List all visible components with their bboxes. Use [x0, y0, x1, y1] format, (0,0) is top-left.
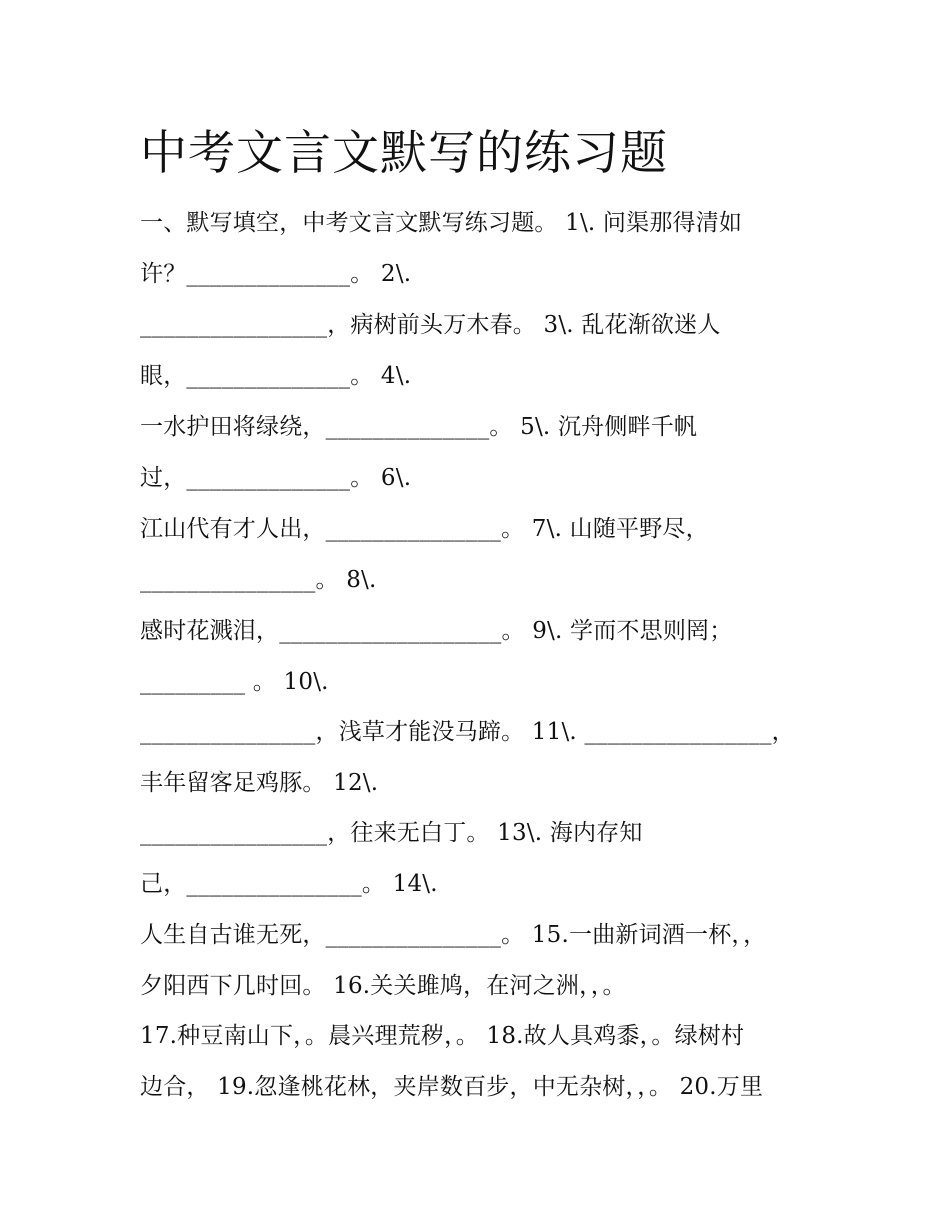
text-line: _________ 。 10\. — [140, 669, 329, 695]
text-line: 过，______________。 6\. — [140, 465, 412, 491]
text-line: 许？______________。 2\. — [140, 261, 412, 287]
text-line: 一水护田将绿绕，______________。 5\. 沉舟侧畔千帆 — [140, 414, 698, 440]
page-title: 中考文言文默写的练习题 — [140, 126, 668, 181]
text-line: 感时花溅泪，___________________。 9\. 学而不思则罔； — [140, 618, 733, 644]
text-line: 丰年留客足鸡豚。 12\. — [140, 770, 379, 796]
text-line: 江山代有才人出，_______________。 7\. 山随平野尽， — [140, 516, 709, 542]
text-line: 人生自古谁无死，_______________。 15.一曲新词酒一杯，， — [140, 922, 767, 948]
text-line: 己，_______________。 14\. — [140, 871, 438, 897]
text-line: 眼，______________。 4\. — [140, 363, 412, 389]
text-line: ________________，往来无白丁。 13\. 海内存知 — [140, 820, 643, 846]
text-line: 17.种豆南山下，。晨兴理荒秽，。 18.故人具鸡黍，。绿树村 — [140, 1023, 745, 1049]
text-line: 边合， 19.忽逢桃花林，夹岸数百步，中无杂树，，。 20.万里 — [140, 1074, 764, 1100]
text-line: 一、默写填空，中考文言文默写练习题。 1\. 问渠那得清如 — [140, 210, 743, 236]
text-line: _______________。 8\. — [140, 567, 377, 593]
text-line: _______________，浅草才能没马蹄。 11\. ________________， — [140, 719, 795, 745]
text-line: 夕阳西下几时回。 16.关关雎鸠，在河之洲，，。 — [140, 973, 626, 999]
text-line: ________________，病树前头万木春。 3\. 乱花渐欲迷人 — [140, 312, 721, 338]
